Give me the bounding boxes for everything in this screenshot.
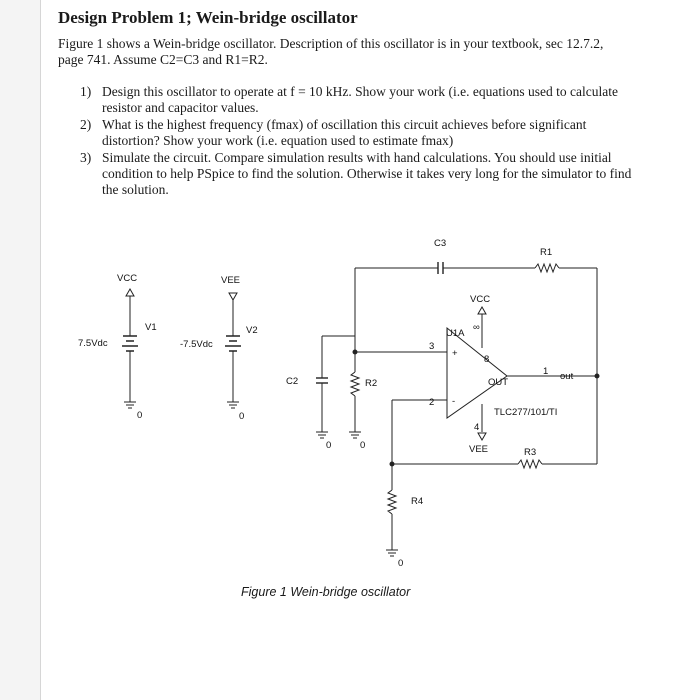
- vee-source-name: V2: [246, 325, 258, 336]
- vcc-source-value: 7.5Vdc: [78, 338, 108, 349]
- vee-source-value: -7.5Vdc: [180, 339, 213, 350]
- op-amp-vee-label: VEE: [469, 444, 489, 455]
- r2-label: R2: [365, 378, 378, 389]
- vee-source: [180, 275, 258, 422]
- vcc-source-ground: 0: [137, 410, 143, 421]
- r1-label: R1: [540, 247, 553, 258]
- out-net-label: out: [560, 371, 574, 382]
- r4-ground: 0: [398, 558, 404, 569]
- pin-minus-number: 2: [429, 397, 435, 408]
- op-amp-out-label: OUT: [488, 377, 509, 388]
- r4-label: R4: [411, 496, 424, 507]
- op-amp-u1a: [392, 294, 599, 455]
- op-amp-vcc-arrow-icon: [478, 307, 486, 314]
- c3-label: C3: [434, 238, 447, 249]
- op-amp-name: U1A: [446, 328, 465, 339]
- op-amp-vee-arrow-icon: [478, 433, 486, 440]
- figure-caption: Figure 1 Wein-bridge oscillator: [241, 585, 411, 599]
- vee-arrow-icon: [229, 293, 237, 300]
- pin-out-number: 1: [543, 366, 549, 377]
- task-number: 1): [80, 84, 92, 99]
- vcc-source-net-label: VCC: [117, 273, 138, 284]
- r2-ground: 0: [360, 440, 366, 451]
- vee-source-ground: 0: [239, 411, 245, 422]
- series-rc-network: [355, 238, 597, 376]
- pin8-number: 8: [484, 354, 490, 365]
- pin-plus-number: 3: [429, 341, 435, 352]
- problem-intro: Figure 1 shows a Wein-bridge oscillator. Description of this oscillator is in your textbook, sec 12.7.2, page 741. Assume C2=C3 and R1=R2.: [58, 36, 604, 67]
- task-text: Design this oscillator to operate at f = 10 kHz. Show your work (i.e. equations used to calculate resistor and capacitor values.: [102, 84, 618, 115]
- r3-label: R3: [524, 447, 537, 458]
- vee-source-net-label: VEE: [221, 275, 241, 286]
- op-amp-vcc-label: VCC: [470, 294, 491, 305]
- vcc-arrow-icon: [126, 289, 134, 296]
- pin4-number: 4: [474, 422, 480, 433]
- parallel-rc-network: [286, 268, 425, 451]
- task-text: Simulate the circuit. Compare simulation results with hand calculations. You should use initial condition to help PSpice to find the solution. Otherwise it takes very long for the simulator to find the solution.: [102, 150, 632, 197]
- task-text: What is the highest frequency (fmax) of oscillation this circuit achieves before significant distortion? Show your work (i.e. equation used to estimate fmax): [102, 117, 587, 148]
- op-amp-triangle-icon: [447, 328, 507, 418]
- vcc-source-name: V1: [145, 322, 157, 333]
- c2-ground: 0: [326, 440, 332, 451]
- task-number: 3): [80, 150, 92, 165]
- gain-network: [386, 376, 597, 569]
- op-amp-gain-symbol: ∞: [473, 322, 480, 333]
- plus-input-sign: +: [452, 348, 458, 359]
- op-amp-model: TLC277/101/TI: [494, 407, 558, 418]
- task-number: 2): [80, 117, 92, 132]
- minus-input-sign: -: [452, 396, 456, 407]
- problem-title: Design Problem 1; Wein-bridge oscillator: [58, 8, 358, 27]
- c2-label: C2: [286, 376, 299, 387]
- vcc-source: [78, 273, 157, 421]
